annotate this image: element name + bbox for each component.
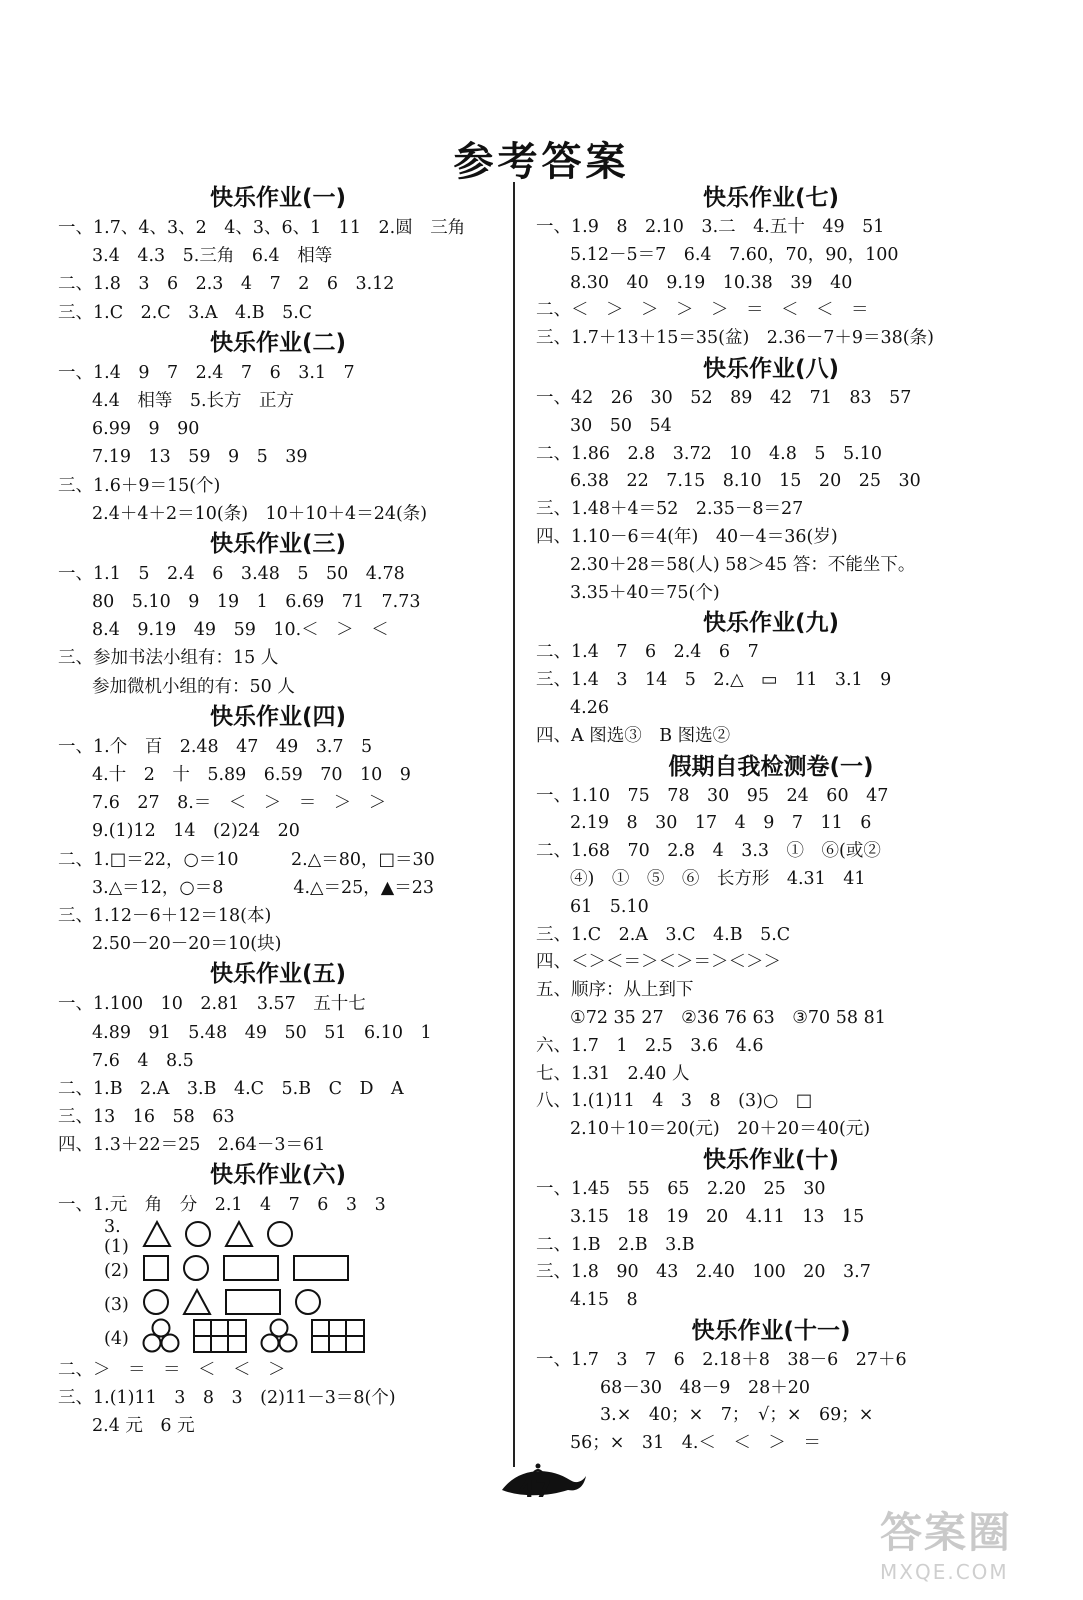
answer-line: 三、1.4 3 14 5 2.△ ▭ 11 3.1 9 — [536, 670, 892, 691]
shape-row-label: 3.(1) — [104, 1216, 129, 1257]
answer-line: 8.30 40 9.19 10.38 39 40 — [570, 272, 853, 293]
answer-line: 一、1.45 55 65 2.20 25 30 — [536, 1178, 826, 1199]
answer-line: 七、1.31 2.40 人 — [536, 1063, 690, 1084]
answer-line: 8.4 9.19 49 59 10.＜ ＞ ＜ — [92, 620, 389, 641]
shape-row-label: (2) — [104, 1260, 129, 1281]
answer-line: 一、1.7、4、3、2 4、3、6、1 11 2.圆 三角 — [58, 218, 466, 238]
section-title: 快乐作业(七) — [702, 185, 840, 211]
answer-line: 3.4 4.3 5.三角 6.4 相等 — [92, 246, 333, 267]
section-title: 快乐作业(一) — [209, 185, 347, 211]
answer-line: 四、A 图选③ B 图选② — [536, 725, 731, 746]
shape-row-label: (3) — [104, 1294, 129, 1315]
answer-line: 2.10＋10＝20(元) 20＋20＝40(元) — [570, 1119, 871, 1140]
shape-row-label: (4) — [104, 1328, 129, 1349]
rect-icon — [292, 1254, 350, 1287]
shape-answer-row — [58, 1254, 498, 1288]
section-title: 假期自我检测卷(一) — [668, 753, 874, 780]
answer-line: 三、参加书法小组有：15 人 — [58, 648, 279, 669]
answer-line: 二、1.4 7 6 2.4 6 7 — [536, 642, 759, 663]
answer-line: 二、＞ ＝ ＝ ＜ ＜ ＞ — [58, 1359, 286, 1380]
answer-line: 4.89 91 5.48 49 50 51 6.10 1 — [92, 1022, 432, 1043]
square-icon — [142, 1254, 170, 1287]
triangle-icon — [142, 1220, 172, 1253]
answer-line: 3.35＋40＝75(个) — [570, 582, 720, 603]
answer-line: 一、1.9 8 2.10 3.二 4.五十 49 51 — [536, 217, 885, 237]
section-title: 快乐作业(九) — [702, 610, 840, 637]
answer-line: 6.38 22 7.15 8.10 15 20 25 30 — [570, 471, 921, 492]
triangle-icon — [182, 1288, 212, 1321]
answer-line: 四、1.10－6＝4(年) 40－4＝36(岁) — [536, 526, 838, 547]
answer-line: 一、1.元 角 分 2.1 4 7 6 3 3 — [58, 1195, 386, 1216]
shape-answer-row — [58, 1216, 498, 1257]
answer-line: 一、1.1 5 2.4 6 3.48 5 50 4.78 — [58, 563, 405, 584]
answer-line: 3.△＝12，○＝8 4.△＝25，▲＝23 — [92, 877, 434, 898]
section-title: 快乐作业(六) — [209, 1162, 347, 1189]
page-title: 参考答案 — [453, 139, 630, 185]
answer-line: 80 5.10 9 19 1 6.69 71 7.73 — [92, 592, 421, 613]
page-number: 47 — [518, 1475, 552, 1503]
answer-line: 2.30＋28＝58(人) 58＞45 答：不能坐下。 — [570, 554, 916, 575]
section-title: 快乐作业(三) — [209, 530, 347, 557]
answer-line: 八、1.(1)11 4 3 8 (3)○ □ — [536, 1091, 813, 1112]
section-title: 快乐作业(二) — [209, 329, 347, 356]
rect-icon — [222, 1254, 280, 1287]
watermark-logo-text: 答案圈 — [880, 1508, 1013, 1557]
watermark — [880, 1500, 1070, 1592]
grid-icon — [192, 1318, 248, 1359]
answer-line: 7.6 27 8.＝ ＜ ＞ ＝ ＞ ＞ — [92, 793, 387, 814]
circle-icon — [294, 1288, 322, 1321]
answer-line: 6.99 9 90 — [92, 419, 200, 440]
answer-line: 68－30 48－9 28＋20 — [600, 1377, 810, 1398]
answer-line: 三、1.48＋4＝52 2.35－8＝27 — [536, 499, 804, 520]
answer-line: 2.19 8 30 17 4 9 7 11 6 — [570, 813, 872, 834]
answer-line: 二、＜ ＞ ＞ ＞ ＞ ＝ ＜ ＜ ＝ — [536, 300, 869, 321]
circles3-icon — [260, 1318, 298, 1359]
left-column — [58, 182, 498, 1440]
answer-line: ④) ① ⑤ ⑥ 长方形 4.31 41 — [570, 868, 866, 889]
answer-line: 4.十 2 十 5.89 6.59 70 10 9 — [92, 765, 411, 785]
answer-line: 2.4 元 6 元 — [92, 1416, 195, 1436]
grid-icon — [310, 1318, 366, 1359]
shape-answer-row — [58, 1322, 498, 1356]
watermark-url: MXQE.COM — [880, 1560, 1009, 1584]
answer-line: 四、＜＞＜＝＞＜＞＝＞＜＞＞ — [536, 952, 781, 973]
answer-line: 二、1.86 2.8 3.72 10 4.8 5 5.10 — [536, 443, 882, 464]
answer-line: 二、1.68 70 2.8 4 3.3 ① ⑥(或② — [536, 841, 881, 862]
answer-line: 2.50－20－20＝10(块) — [92, 934, 282, 955]
circle-icon — [142, 1288, 170, 1321]
shape-answer-row — [58, 1288, 498, 1322]
answer-line: 4.15 8 — [570, 1290, 638, 1311]
section-title: 快乐作业(四) — [209, 703, 347, 730]
answer-line: 2.4＋4＋2＝10(条) 10＋10＋4＝24(条) — [92, 503, 428, 524]
answer-line: 一、1.7 3 7 6 2.18＋8 38－6 27＋6 — [536, 1349, 907, 1370]
answer-line: 一、1.100 10 2.81 3.57 五十七 — [58, 994, 366, 1015]
answer-line: 参加微机小组的有：50 人 — [92, 676, 295, 697]
answer-line: 30 50 54 — [570, 415, 672, 436]
section-title: 快乐作业(十一) — [691, 1317, 851, 1344]
answer-line: 二、1.B 2.A 3.B 4.C 5.B C D A — [58, 1078, 404, 1099]
answer-line: 一、1.个 百 2.48 47 49 3.7 5 — [58, 736, 373, 757]
answer-line: 三、1.8 90 43 2.40 100 20 3.7 — [536, 1262, 871, 1283]
section-title: 快乐作业(十) — [702, 1146, 840, 1173]
column-divider — [513, 182, 515, 1467]
section-title: 快乐作业(八) — [702, 355, 840, 382]
answer-line: 三、1.12－6＋12＝18(本) — [58, 905, 272, 926]
answer-line: 三、1.C 2.A 3.C 4.B 5.C — [536, 924, 791, 945]
answer-line: 5.12－5＝7 6.4 7.60，70，90，100 — [570, 244, 899, 265]
circle-icon — [184, 1220, 212, 1253]
circle-icon — [182, 1254, 210, 1287]
section-title: 快乐作业(五) — [209, 961, 347, 988]
answer-line: 9.(1)12 14 (2)24 20 — [92, 821, 300, 842]
answer-line: 三、1.6＋9＝15(个) — [58, 475, 221, 496]
answer-line: 7.6 4 8.5 — [92, 1050, 194, 1071]
answer-line: 五、顺序：从上到下 — [536, 980, 694, 1001]
answer-line: 3.× 40；× 7； √；× 69；× — [600, 1405, 874, 1426]
answer-line: 三、1.7＋13＋15＝35(盆) 2.36－7＋9＝38(条) — [536, 328, 934, 349]
answer-line: 二、1.B 2.B 3.B — [536, 1234, 695, 1255]
answer-line: 4.26 — [570, 697, 609, 718]
answer-line: 一、1.10 75 78 30 95 24 60 47 — [536, 785, 889, 806]
answer-line: 7.19 13 59 9 5 39 — [92, 447, 308, 468]
triangle-icon — [224, 1220, 254, 1253]
answer-line: 一、42 26 30 52 89 42 71 83 57 — [536, 387, 912, 408]
answer-line: ①72 35 27 ②36 76 63 ③70 58 81 — [570, 1007, 886, 1028]
answer-line: 61 5.10 — [570, 896, 649, 917]
answer-line: 四、1.3＋22＝25 2.64－3＝61 — [58, 1135, 326, 1156]
answer-line: 二、1.□＝22，○＝10 2.△＝80，□＝30 — [58, 849, 435, 870]
answer-line: 3.15 18 19 20 4.11 13 15 — [570, 1206, 865, 1227]
answer-line: 56；× 31 4.＜ ＜ ＞ ＝ — [570, 1433, 821, 1454]
answer-line: 三、1.(1)11 3 8 3 (2)11－3＝8(个) — [58, 1387, 396, 1408]
answer-line: 一、1.4 9 7 2.4 7 6 3.1 7 — [58, 362, 355, 383]
right-column — [536, 182, 1006, 1458]
rect-icon — [224, 1288, 282, 1321]
answer-line: 六、1.7 1 2.5 3.6 4.6 — [536, 1035, 764, 1056]
circle-icon — [266, 1220, 294, 1253]
answer-line: 二、1.8 3 6 2.3 4 7 2 6 3.12 — [58, 274, 395, 295]
circles3-icon — [142, 1318, 180, 1359]
answer-line: 4.4 相等 5.长方 正方 — [92, 390, 295, 411]
answer-line: 三、13 16 58 63 — [58, 1107, 235, 1128]
answer-line: 三、1.C 2.C 3.A 4.B 5.C — [58, 302, 313, 323]
